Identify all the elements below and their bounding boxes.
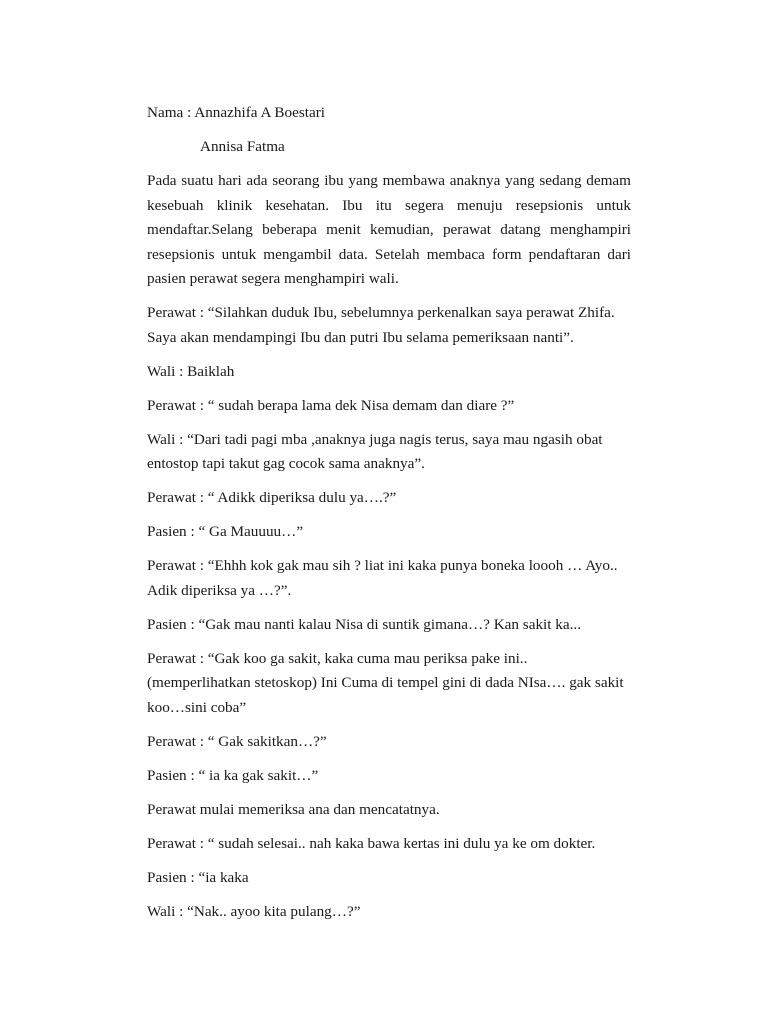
dialogue-line: Wali : “Dari tadi pagi mba ,anaknya juga nagis terus, saya mau ngasih obat entostop tapi takut gag cocok sama anaknya”.	[147, 430, 603, 472]
dialogue-line: Wali : “Nak.. ayoo kita pulang…?”	[147, 902, 361, 920]
dialogue-line: Perawat : “ Adikk diperiksa dulu ya….?”	[147, 489, 397, 506]
dialogue-line: Perawat : “ sudah selesai.. nah kaka bawa kertas ini dulu ya ke om dokter.	[147, 834, 596, 852]
narrative-paragraph: Pada suatu hari ada seorang ibu yang membawa anaknya yang sedang demam kesebuah klinik kesehatan. Ibu itu segera menuju resepsionis untuk mendaftar.Selang beberapa menit kemudian, perawat datang menghampiri resepsionis untuk mengambil data. Setelah membaca form pendaftaran dari pasien perawat segera menghampiri wali.	[147, 172, 631, 287]
second-name-line: Annisa Fatma	[200, 138, 285, 155]
dialogue-line: Pasien : “ia kaka	[147, 868, 249, 886]
dialogue-line: Perawat : “ sudah berapa lama dek Nisa demam dan diare ?”	[147, 396, 515, 414]
dialogue-line: Pasien : “ ia ka gak sakit…”	[147, 766, 319, 784]
document-page	[147, 101, 631, 934]
dialogue-line: Perawat : “Silahkan duduk Ibu, sebelumnya perkenalkan saya perawat Zhifa. Saya akan mendampingi Ibu dan putri Ibu selama pemeriksaan nanti”.	[147, 304, 615, 346]
dialogue-line: Perawat : “Ehhh kok gak mau sih ? liat ini kaka punya boneka loooh … Ayo.. Adik diperiksa ya …?”.	[147, 557, 618, 599]
narrative-line: Perawat mulai memeriksa ana dan mencatatnya.	[147, 800, 440, 818]
dialogue-line: Perawat : “Gak koo ga sakit, kaka cuma mau periksa pake ini.. (memperlihatkan stetoskop) Ini Cuma di tempel gini di dada NIsa…. gak sakit koo…sini coba”	[147, 649, 624, 716]
name-line: Nama : Annazhifa A Boestari	[147, 104, 325, 121]
dialogue-line: Wali : Baiklah	[147, 362, 235, 380]
dialogue-line: Pasien : “ Ga Mauuuu…”	[147, 523, 304, 540]
dialogue-line: Pasien : “Gak mau nanti kalau Nisa di suntik gimana…? Kan sakit ka...	[147, 615, 582, 633]
dialogue-line: Perawat : “ Gak sakitkan…?”	[147, 732, 327, 750]
